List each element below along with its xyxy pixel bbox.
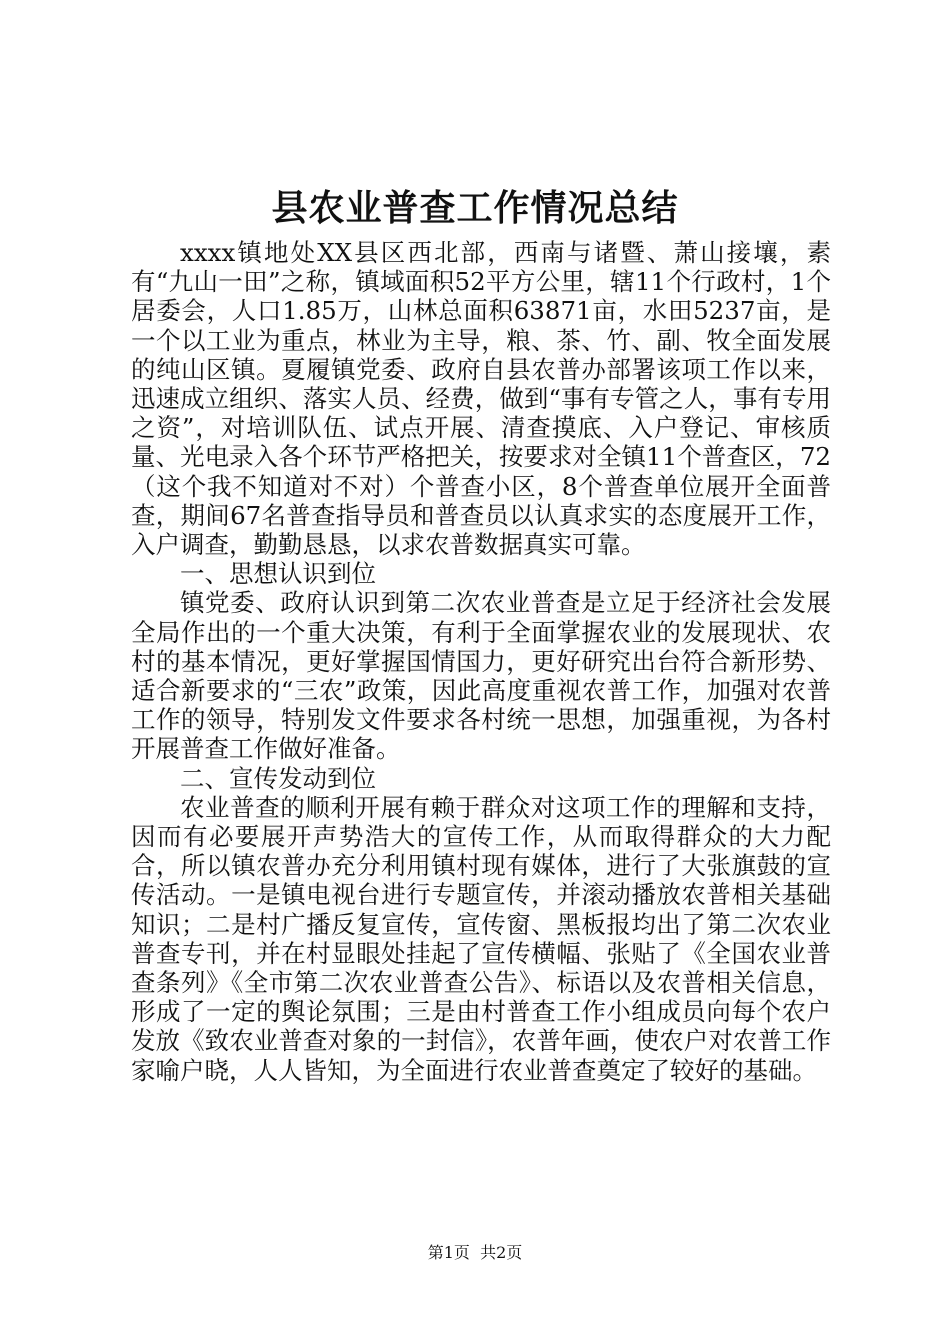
page-number-current: 第1页 xyxy=(427,1243,470,1262)
page-number-total: 共2页 xyxy=(480,1243,523,1262)
document-title: 县农业普查工作情况总结 xyxy=(271,187,679,229)
section-paragraph-2: 农业普查的顺利开展有赖于群众对这项工作的理解和支持，因而有必要展开声势浩大的宣传工作，从而取得群众的大力配合，所以镇农普办充分利用镇村现有媒体，进行了大张旗鼓的宣传活动。一是镇电视台进行专题宣传，并滚动播放农普相关基础知识；二是村广播反复宣传，宣传窗、黑板报均出了第二次农业普查专刊，并在村显眼处挂起了宣传横幅、张贴了《全国农业普查条列》《全市第二次农业普查公告》、标语以及农普相关信息，形成了一定的舆论氛围；三是由村普查工作小组成员向每个农户发放《致农业普查对象的一封信》，农普年画，使农户对农普工作家喻户晓，人人皆知，为全面进行农业普查奠定了较好的基础。 xyxy=(131,792,831,1085)
intro-paragraph: xxxx镇地处XX县区西北部，西南与诸暨、萧山接壤，素有“九山一田”之称，镇域面积52平方公里，辖11个行政村，1个居委会，人口1.85万，山林总面积63871亩，水田5237亩，是一个以工业为重点，林业为主导，粮、茶、竹、副、牧全面发展的纯山区镇。夏履镇党委、政府自县农普办部署该项工作以来，迅速成立组织、落实人员、经费，做到“事有专管之人，事有专用之资”，对培训队伍、试点开展、清查摸底、入户登记、审核质量、光电录入各个环节严格把关，按要求对全镇11个普查区，72（这个我不知道对不对）个普查小区，8个普查单位展开全面普查，期间67名普查指导员和普查员以认真求实的态度展开工作，入户调查，勤勤恳恳，以求农普数据真实可靠。 xyxy=(131,238,831,560)
section-paragraph-1: 镇党委、政府认识到第二次农业普查是立足于经济社会发展全局作出的一个重大决策，有利于全面掌握农业的发展现状、农村的基本情况，更好掌握国情国力，更好研究出台符合新形势、适合新要求的“三农”政策，因此高度重视农普工作，加强对农普工作的领导，特别发文件要求各村统一思想，加强重视，为各村开展普查工作做好准备。 xyxy=(131,588,831,764)
document-body xyxy=(131,238,831,1085)
page-footer xyxy=(0,1242,950,1264)
section-heading-2: 二、宣传发动到位 xyxy=(180,763,376,793)
section-heading-1: 一、思想认识到位 xyxy=(180,559,376,589)
